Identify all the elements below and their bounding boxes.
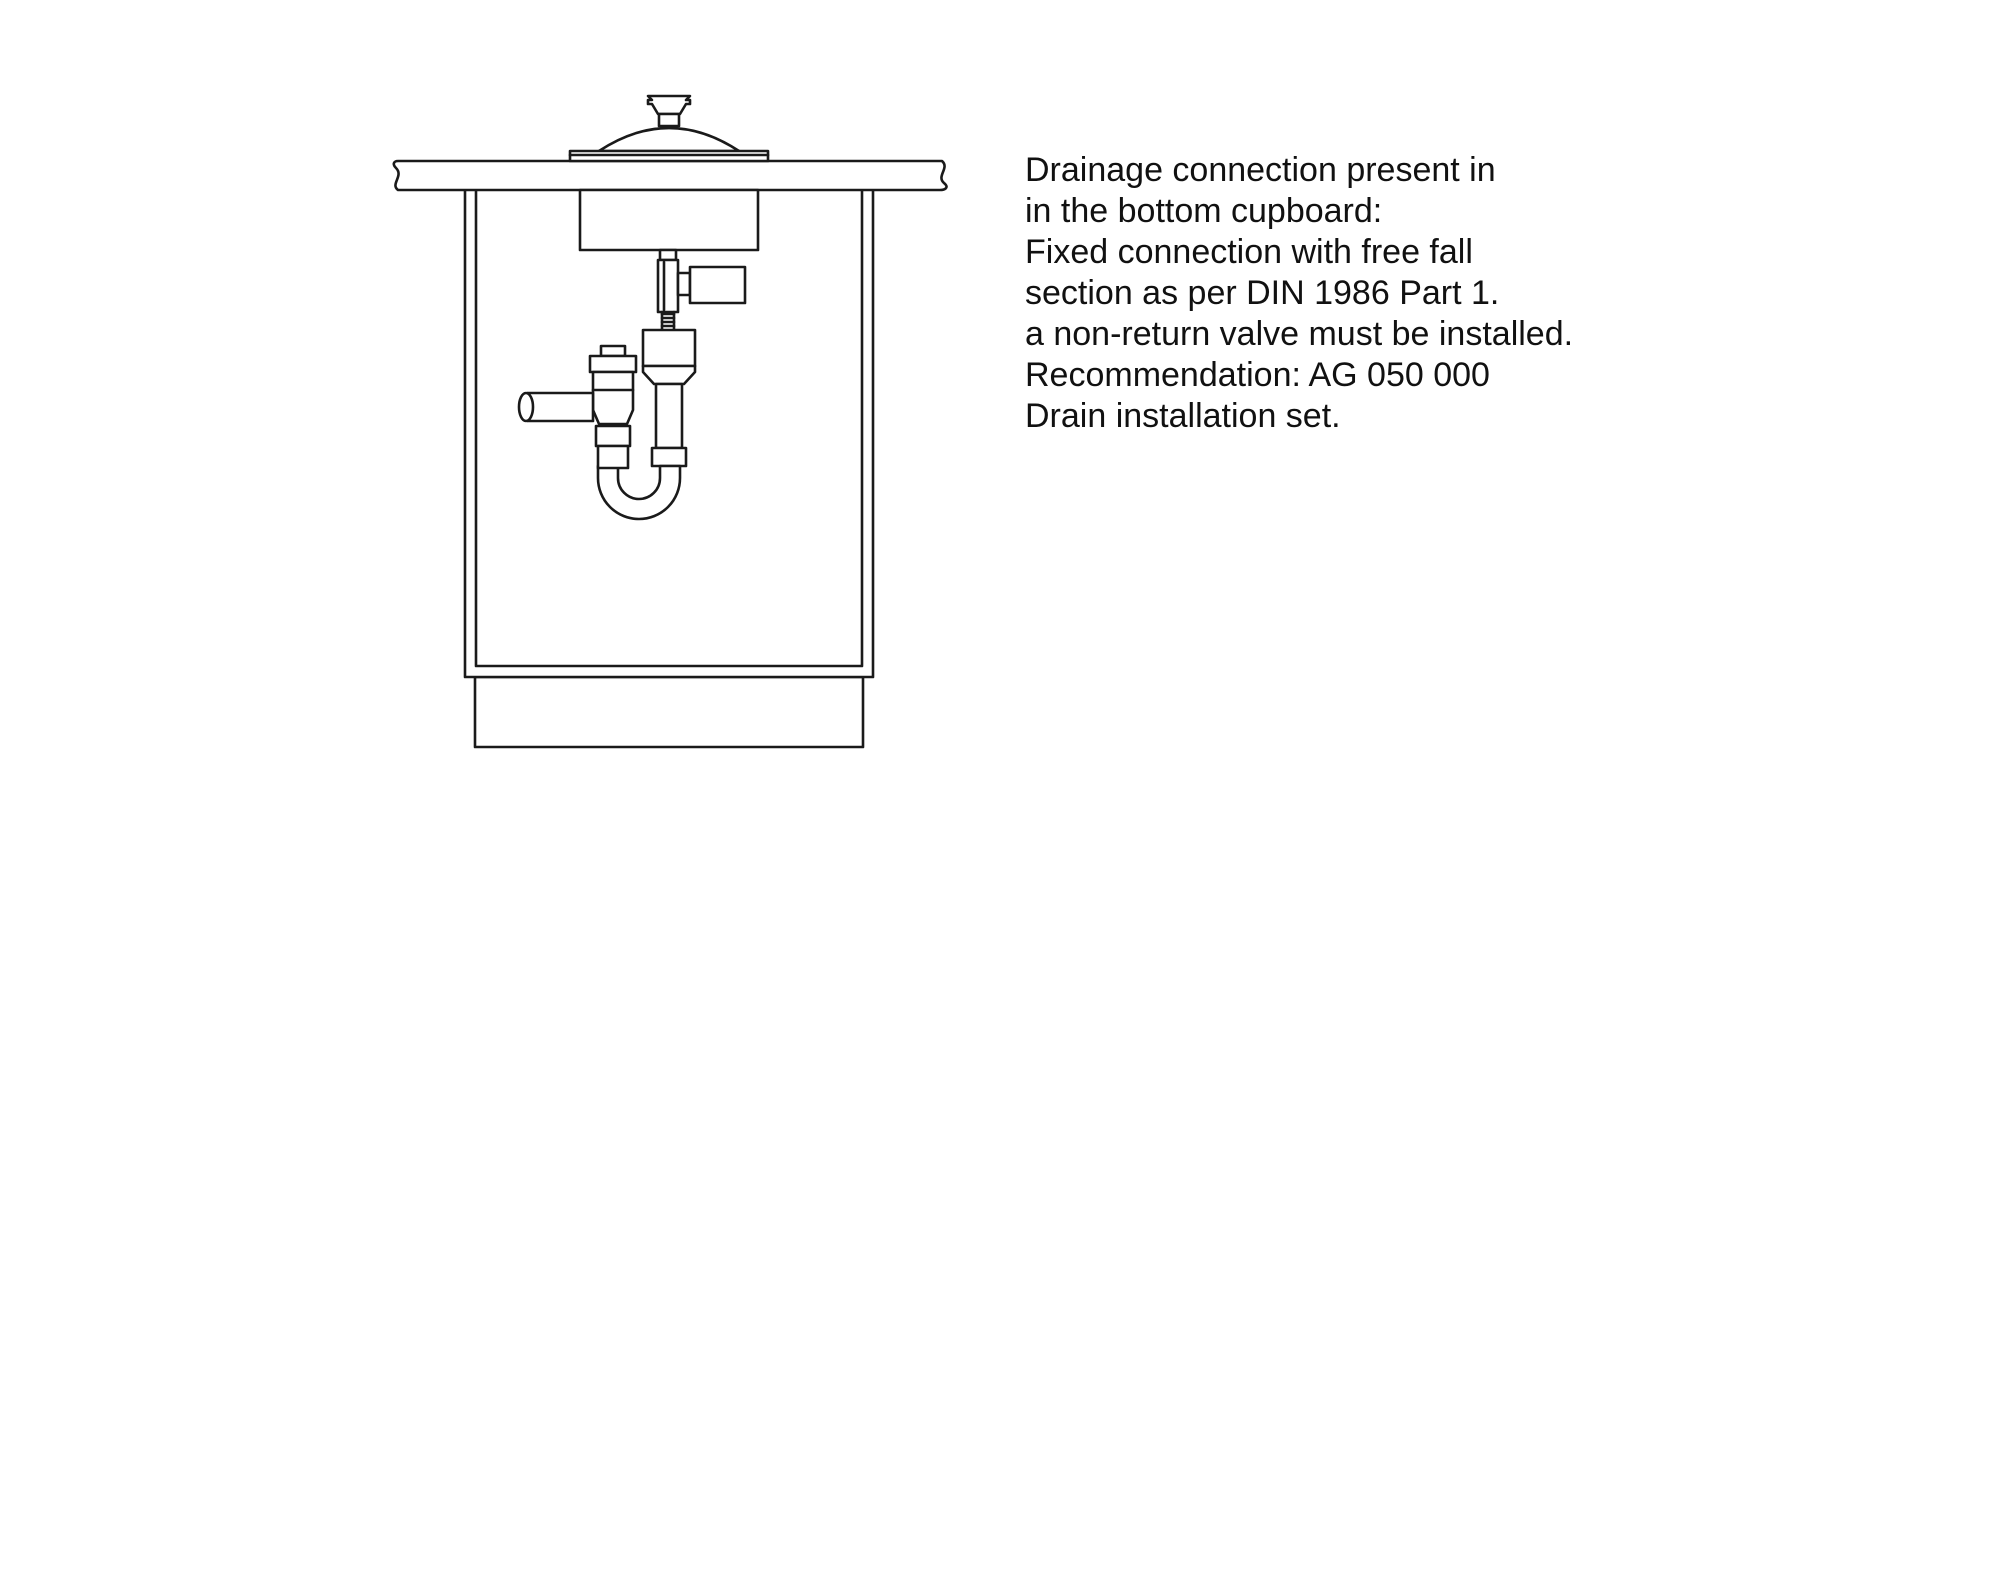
siphon-left-body [593,372,633,424]
sink-lid-knob [648,96,690,114]
drain-thread [662,312,674,330]
installation-caption [1025,150,1825,437]
drain-valve-connector [678,273,690,295]
siphon-right-pipe [656,384,682,448]
sink-basin [580,190,758,250]
caption-line-7: Drain installation set. [1025,397,1341,435]
siphon-left-cap [590,356,636,372]
sink-lid-dome [599,128,739,151]
cabinet-plinth [475,677,863,747]
countertop [394,161,947,190]
siphon-right-nut [652,448,686,466]
caption-line-3: Fixed connection with free fall [1025,233,1473,271]
siphon-right-taper [643,366,695,384]
siphon-right-cap [643,330,695,366]
drain-neck-top [660,250,676,260]
outlet-pipe-end [519,393,533,421]
caption-line-5: a non-return valve must be installed. [1025,315,1574,353]
sink-lid-knob-stem [659,114,679,126]
siphon-left-collar [596,426,630,446]
caption-line-2: in the bottom cupboard: [1025,192,1383,230]
caption-line-6: Recommendation: AG 050 000 [1025,356,1490,394]
caption-line-1: Drainage connection present in [1025,151,1496,189]
siphon-left-nut [598,446,628,468]
siphon-left-cap-top [601,346,625,356]
caption-line-4: section as per DIN 1986 Part 1. [1025,274,1500,312]
drain-valve-body [658,260,678,312]
outlet-pipe [527,393,593,421]
drain-valve-box [690,267,745,303]
